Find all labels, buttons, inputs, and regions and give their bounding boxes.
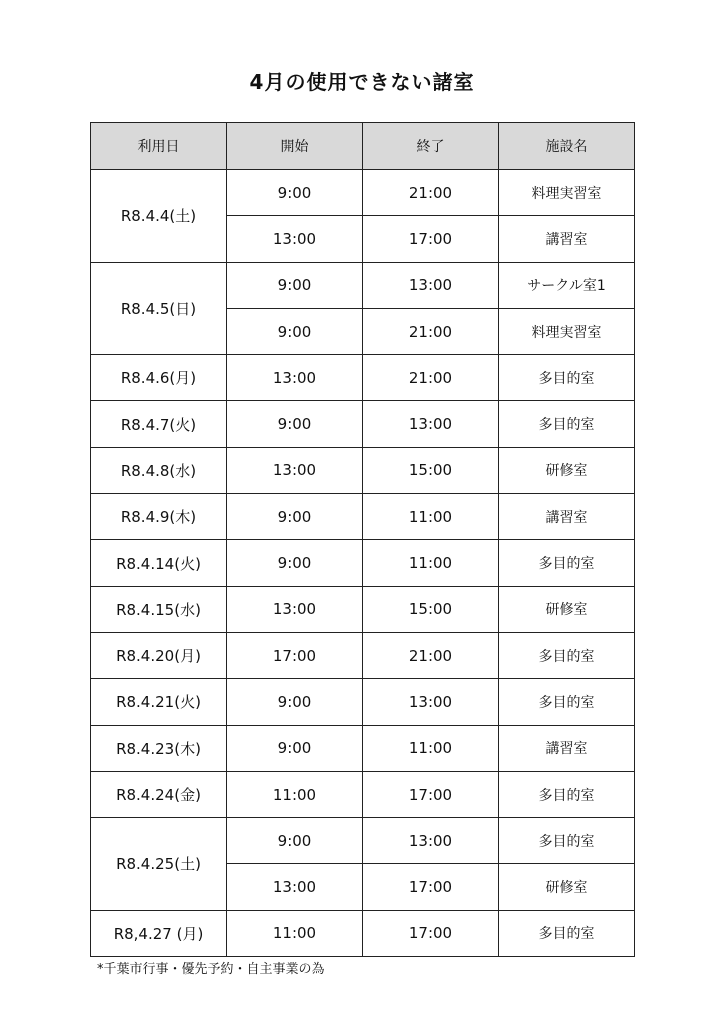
cell-facility: サークル室1	[499, 262, 635, 308]
table-row	[91, 540, 635, 586]
cell-date: R8.4.6(月)	[91, 355, 227, 401]
cell-date: R8.4.23(木)	[91, 725, 227, 771]
table-row	[91, 771, 635, 817]
cell-end-time: 13:00	[363, 401, 499, 447]
cell-facility: 講習室	[499, 494, 635, 540]
cell-start-time: 9:00	[227, 170, 363, 216]
cell-facility: 多目的室	[499, 355, 635, 401]
cell-facility: 多目的室	[499, 910, 635, 956]
cell-end-time: 21:00	[363, 355, 499, 401]
cell-facility: 研修室	[499, 447, 635, 493]
cell-start-time: 9:00	[227, 818, 363, 864]
table-row	[91, 910, 635, 956]
column-header-end: 終了	[363, 123, 499, 170]
cell-facility: 講習室	[499, 725, 635, 771]
cell-start-time: 9:00	[227, 679, 363, 725]
cell-start-time: 9:00	[227, 308, 363, 354]
table-row	[91, 818, 635, 864]
cell-end-time: 11:00	[363, 540, 499, 586]
page-title: 4月の使用できない諸室	[249, 70, 475, 94]
table-row	[91, 262, 635, 308]
table-row	[91, 632, 635, 678]
cell-end-time: 11:00	[363, 725, 499, 771]
cell-facility: 研修室	[499, 864, 635, 910]
cell-start-time: 11:00	[227, 771, 363, 817]
cell-start-time: 17:00	[227, 632, 363, 678]
cell-end-time: 17:00	[363, 864, 499, 910]
cell-end-time: 17:00	[363, 216, 499, 262]
cell-date: R8.4.21(火)	[91, 679, 227, 725]
table-header-row	[91, 123, 635, 170]
cell-date: R8.4.7(火)	[91, 401, 227, 447]
table-row	[91, 355, 635, 401]
table-body	[91, 170, 635, 957]
table-row	[91, 401, 635, 447]
cell-facility: 多目的室	[499, 771, 635, 817]
cell-facility: 料理実習室	[499, 308, 635, 354]
column-header-date: 利用日	[91, 123, 227, 170]
cell-date: R8.4.8(水)	[91, 447, 227, 493]
cell-facility: 講習室	[499, 216, 635, 262]
cell-facility: 多目的室	[499, 632, 635, 678]
cell-date: R8,4.27 (月)	[91, 910, 227, 956]
cell-end-time: 21:00	[363, 308, 499, 354]
cell-start-time: 9:00	[227, 494, 363, 540]
cell-start-time: 9:00	[227, 725, 363, 771]
cell-end-time: 11:00	[363, 494, 499, 540]
table-row	[91, 170, 635, 216]
cell-date: R8.4.25(土)	[91, 818, 227, 911]
cell-facility: 料理実習室	[499, 170, 635, 216]
cell-start-time: 13:00	[227, 216, 363, 262]
cell-end-time: 15:00	[363, 586, 499, 632]
cell-facility: 研修室	[499, 586, 635, 632]
cell-date: R8.4.24(金)	[91, 771, 227, 817]
cell-end-time: 15:00	[363, 447, 499, 493]
cell-end-time: 13:00	[363, 679, 499, 725]
cell-date: R8.4.9(木)	[91, 494, 227, 540]
cell-start-time: 9:00	[227, 540, 363, 586]
cell-date: R8.4.14(火)	[91, 540, 227, 586]
cell-end-time: 17:00	[363, 910, 499, 956]
column-header-start: 開始	[227, 123, 363, 170]
cell-date: R8.4.4(土)	[91, 170, 227, 263]
schedule-table	[90, 122, 635, 957]
cell-facility: 多目的室	[499, 679, 635, 725]
cell-end-time: 13:00	[363, 262, 499, 308]
cell-start-time: 11:00	[227, 910, 363, 956]
cell-start-time: 13:00	[227, 355, 363, 401]
table-row	[91, 586, 635, 632]
table-row	[91, 494, 635, 540]
column-header-facility: 施設名	[499, 123, 635, 170]
cell-facility: 多目的室	[499, 540, 635, 586]
table-row	[91, 447, 635, 493]
cell-start-time: 13:00	[227, 586, 363, 632]
cell-end-time: 21:00	[363, 632, 499, 678]
cell-date: R8.4.20(月)	[91, 632, 227, 678]
cell-end-time: 13:00	[363, 818, 499, 864]
cell-start-time: 9:00	[227, 401, 363, 447]
table-row	[91, 679, 635, 725]
cell-date: R8.4.5(日)	[91, 262, 227, 355]
cell-end-time: 17:00	[363, 771, 499, 817]
cell-facility: 多目的室	[499, 818, 635, 864]
cell-start-time: 13:00	[227, 864, 363, 910]
cell-start-time: 13:00	[227, 447, 363, 493]
cell-start-time: 9:00	[227, 262, 363, 308]
cell-facility: 多目的室	[499, 401, 635, 447]
table-row	[91, 725, 635, 771]
cell-end-time: 21:00	[363, 170, 499, 216]
cell-date: R8.4.15(水)	[91, 586, 227, 632]
footnote: *千葉市行事・優先予約・自主事業の為	[97, 962, 325, 977]
